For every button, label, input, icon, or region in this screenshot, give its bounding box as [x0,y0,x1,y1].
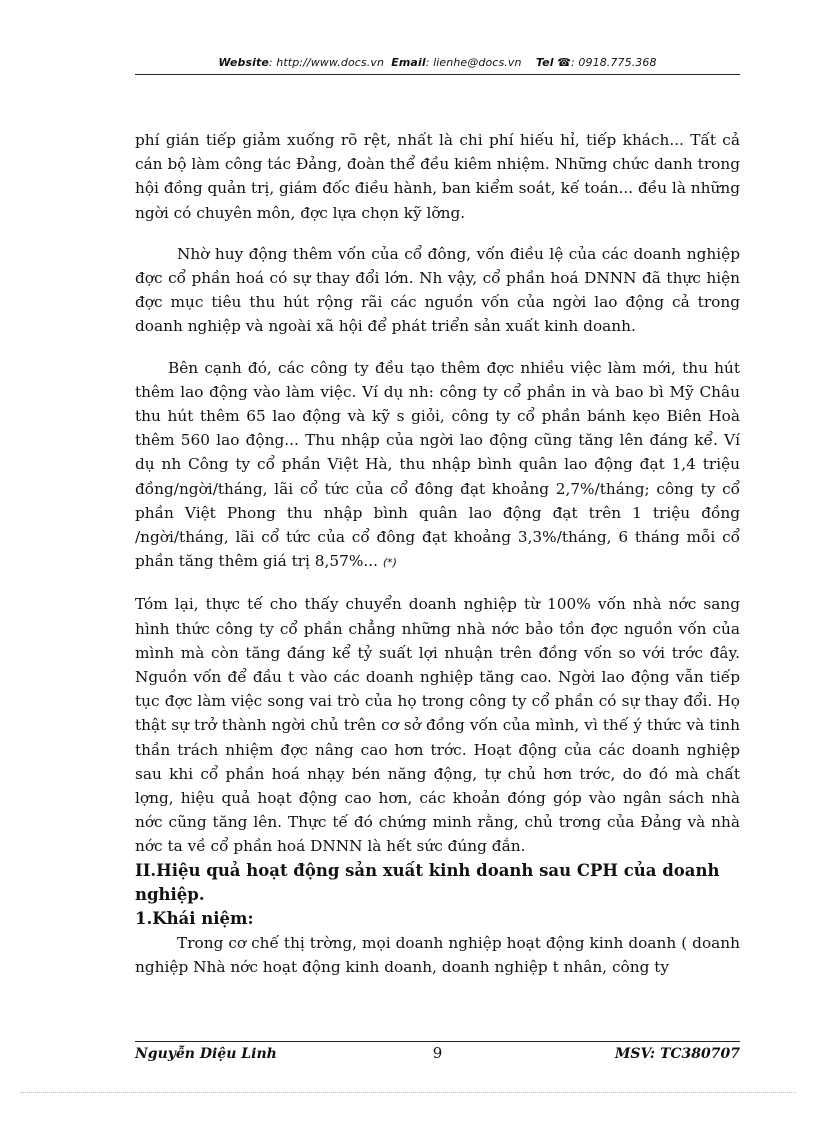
student-id: MSV: TC380707 [614,1046,740,1062]
page-footer [135,1046,740,1068]
website-value: : http://www.docs.vn [268,56,385,69]
header-divider [135,74,740,75]
subsection-heading: 1.Khái niệm: [135,908,254,928]
author-name: Nguyễn Diệu Linh [135,1046,277,1062]
footer-divider [135,1041,740,1042]
page-number: 9 [432,1044,443,1062]
email-label: Email [391,56,426,69]
website-label: Website [218,56,269,69]
section-heading: II.Hiệu quả hoạt động sản xuất kinh doanh sau CPH của doanh nghiệp. [135,860,720,904]
paragraph-3 [135,356,740,576]
page-header [135,56,740,69]
email-value: : lienhe@docs.vn [425,56,522,69]
tel-label: Tel [535,56,554,69]
page-bottom-dotted-line [20,1092,796,1093]
paragraph-5: Trong cơ chế thị trờng, mọi doanh nghiệp hoạt động kinh doanh ( doanh nghiệp Nhà nớc hoạt động kinh doanh, doanh nghiệp t nhân, công ty [135,933,740,976]
tel-value: : 0918.775.368 [571,56,657,69]
paragraph-3-text: Bên cạnh đó, các công ty đều tạo thêm đợc nhiều việc làm mới, thu hút thêm lao động vào làm việc. Ví dụ nh: công ty cổ phần in và bao bì Mỹ Châu thu hút thêm 65 lao động và kỹ s giỏi, công ty cổ phần bánh kẹo Biên Hoà thêm 560 lao động... Thu nhập của ngời lao động cũng tăng lên đáng kể. Ví dụ nh Công ty cổ phần Việt Hà, thu nhập bình quân lao động đạt 1,4 triệu đồng/ngời/tháng, lãi cổ tức của cổ đông đạt khoảng 2,7%/tháng; công ty cổ phần Việt Phong thu nhập bình quân lao động đạt trên 1 triệu đồng /ngời/tháng, lãi cổ tức của cổ đông đạt khoảng 3,3%/tháng, 6 tháng mỗi cổ phần tăng thêm giá trị 8,57%... [135,358,740,571]
paragraph-2: Nhờ huy động thêm vốn của cổ đông, vốn điều lệ của các doanh nghiệp đợc cổ phần hoá có sự thay đổi lớn. Nh vậy, cổ phần hoá DNNN đã thực hiện đợc mục tiêu thu hút rộng rãi các nguồn vốn của ngời lao động cả trong doanh nghiệp và ngoài xã hội để phát triển sản xuất kinh doanh. [135,244,740,336]
footnote-marker: (*) [382,556,397,570]
paragraph-1: phí gián tiếp giảm xuống rõ rệt, nhất là chi phí hiếu hỉ, tiếp khách... Tất cả cán bộ làm công tác Đảng, đoàn thể đều kiêm nhiệm. Những chức danh trong hội đồng quản trị, giám đốc điều hành, ban kiểm soát, kế toán... đều là những ngời có chuyên môn, đợc lựa chọn kỹ lỡng. [135,131,740,222]
document-body [135,128,740,979]
phone-icon: ☎ [557,56,572,69]
paragraph-4: Tóm lại, thực tế cho thấy chuyển doanh nghiệp từ 100% vốn nhà nớc sang hình thức công ty cổ phần chẳng những nhà nớc bảo tồn đợc nguồn vốn của mình mà còn tăng đáng kể tỷ suất lợi nhuận trên đồng vốn so với trớc đây. Nguồn vốn để đầu t vào các doanh nghiệp tăng cao. Ngời lao động vẫn tiếp tục đợc làm việc song vai trò của họ trong công ty cổ phần có sự thay đổi. Họ thật sự trở thành ngời chủ trên cơ sở đồng vốn của mình, vì thế ý thức và tinh thần trách nhiệm đợc nâng cao hơn trớc. Hoạt động của các doanh nghiệp sau khi cổ phần hoá nhạy bén năng động, tự chủ hơn trớc, do đó mà chất lợng, hiệu quả hoạt động cao hơn, các khoản đóng góp vào ngân sách nhà nớc cũng tăng lên. Thực tế đó chứng minh rằng, chủ trơng của Đảng và nhà nớc ta về cổ phần hoá DNNN là hết sức đúng đắn. [135,595,740,856]
